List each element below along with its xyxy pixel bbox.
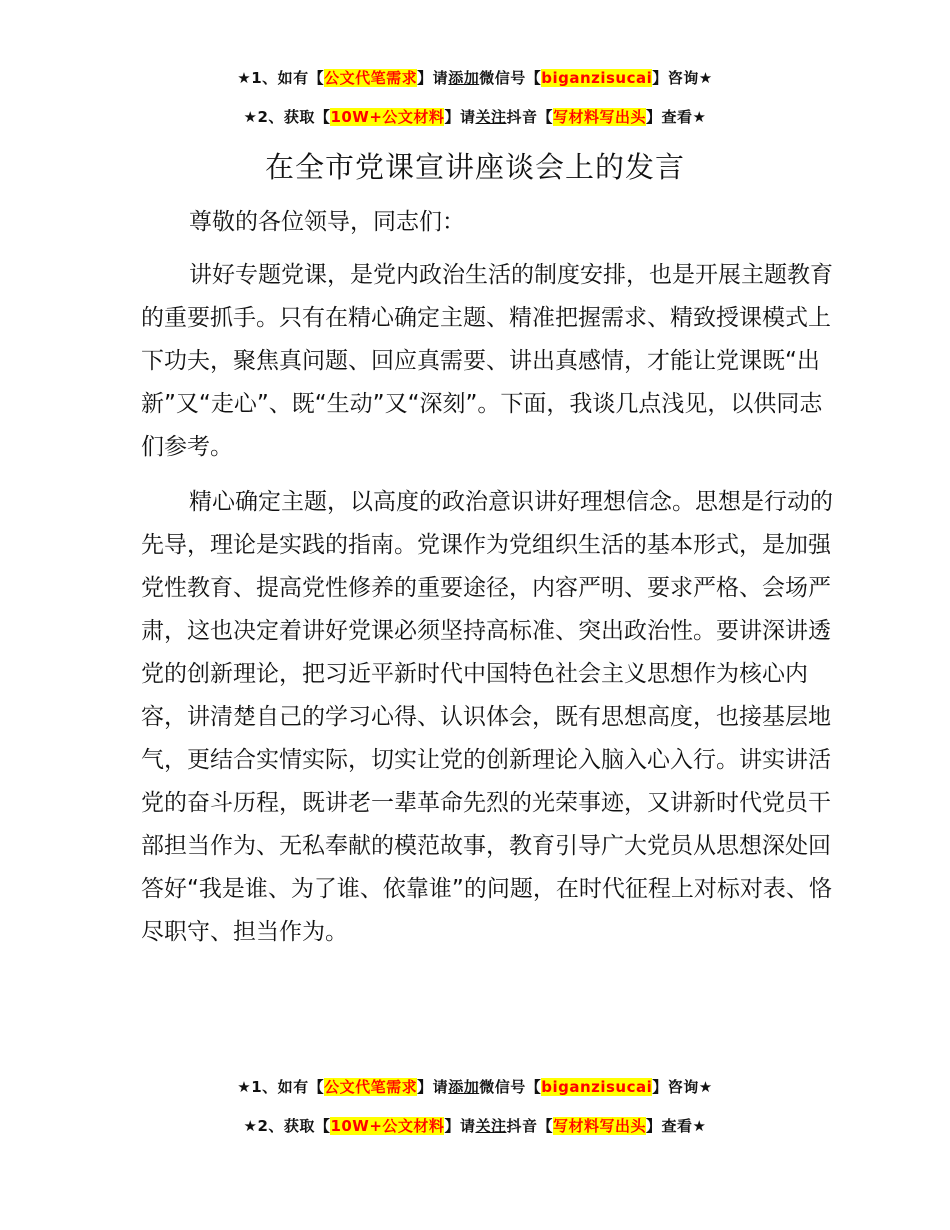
- notice-text: 】咨询★: [652, 69, 713, 87]
- notice-text: 】请: [444, 1117, 476, 1135]
- notice-text: ★1、如有【: [237, 69, 325, 87]
- notice-underline: 添加: [448, 69, 480, 87]
- notice-text: 】查看★: [646, 1117, 707, 1135]
- notice-underline: 添加: [448, 1078, 480, 1096]
- notice-text: ★2、获取【: [243, 1117, 331, 1135]
- notice-highlight: 公文代笔需求: [324, 69, 418, 87]
- salutation: 尊敬的各位领导，同志们：: [189, 209, 465, 235]
- paragraph-theme: 精心确定主题，以高度的政治意识讲好理想信念。思想是行动的先导，理论是实践的指南。党课作为党组织生活的基本形式，是加强党性教育、提高党性修养的重要途径，内容严明、要求严格、会场严肃，这也决定着讲好党课必须坚持高标准、突出政治性。要讲深讲透党的创新理论，把习近平新时代中国特色社会主义思想作为核心内容，讲清楚自己的学习心得、认识体会，既有思想高度，也接基层地气，更结合实情实际，切实让党的创新理论入脑入心入行。讲实讲活党的奋斗历程，既讲老一辈革命先烈的光荣事迹，又讲新时代党员干部担当作为、无私奉献的模范故事，教育引导广大党员从思想深处回答好“我是谁、为了谁、依靠谁”的问题，在时代征程上对标对表、恪尽职守、担当作为。: [141, 489, 833, 945]
- notice-highlight: 10W+公文材料: [330, 1117, 445, 1135]
- notice-text: ★2、获取【: [243, 108, 331, 126]
- notice-text: 】请: [417, 1078, 449, 1096]
- notice-highlight: 10W+公文材料: [330, 108, 445, 126]
- notice-douyin-id: 写材料写出头: [552, 1117, 646, 1135]
- notice-wechat-id: biganzisucai: [541, 69, 653, 87]
- bottom-notice-line-1: [0, 1077, 950, 1097]
- notice-text: 】咨询★: [652, 1078, 713, 1096]
- notice-douyin-id: 写材料写出头: [552, 108, 646, 126]
- notice-text: 】查看★: [646, 108, 707, 126]
- notice-text: 抖音【: [506, 108, 553, 126]
- top-notice-line-1: [0, 68, 950, 88]
- notice-underline: 关注: [475, 1117, 507, 1135]
- bottom-notice-line-2: [0, 1116, 950, 1136]
- notice-text: 微信号【: [479, 69, 542, 87]
- notice-text: 抖音【: [506, 1117, 553, 1135]
- page-title: 在全市党课宣讲座谈会上的发言: [264, 150, 685, 184]
- notice-highlight: 公文代笔需求: [324, 1078, 418, 1096]
- notice-text: 】请: [417, 69, 449, 87]
- notice-text: 微信号【: [479, 1078, 542, 1096]
- notice-wechat-id: biganzisucai: [541, 1078, 653, 1096]
- paragraph-intro: 讲好专题党课，是党内政治生活的制度安排，也是开展主题教育的重要抓手。只有在精心确定主题、精准把握需求、精致授课模式上下功夫，聚焦真问题、回应真需要、讲出真感情，才能让党课既“出新”又“走心”、既“生动”又“深刻”。下面，我谈几点浅见，以供同志们参考。: [141, 262, 833, 460]
- top-notice-line-2: [0, 107, 950, 127]
- notice-text: ★1、如有【: [237, 1078, 325, 1096]
- notice-underline: 关注: [475, 108, 507, 126]
- notice-text: 】请: [444, 108, 476, 126]
